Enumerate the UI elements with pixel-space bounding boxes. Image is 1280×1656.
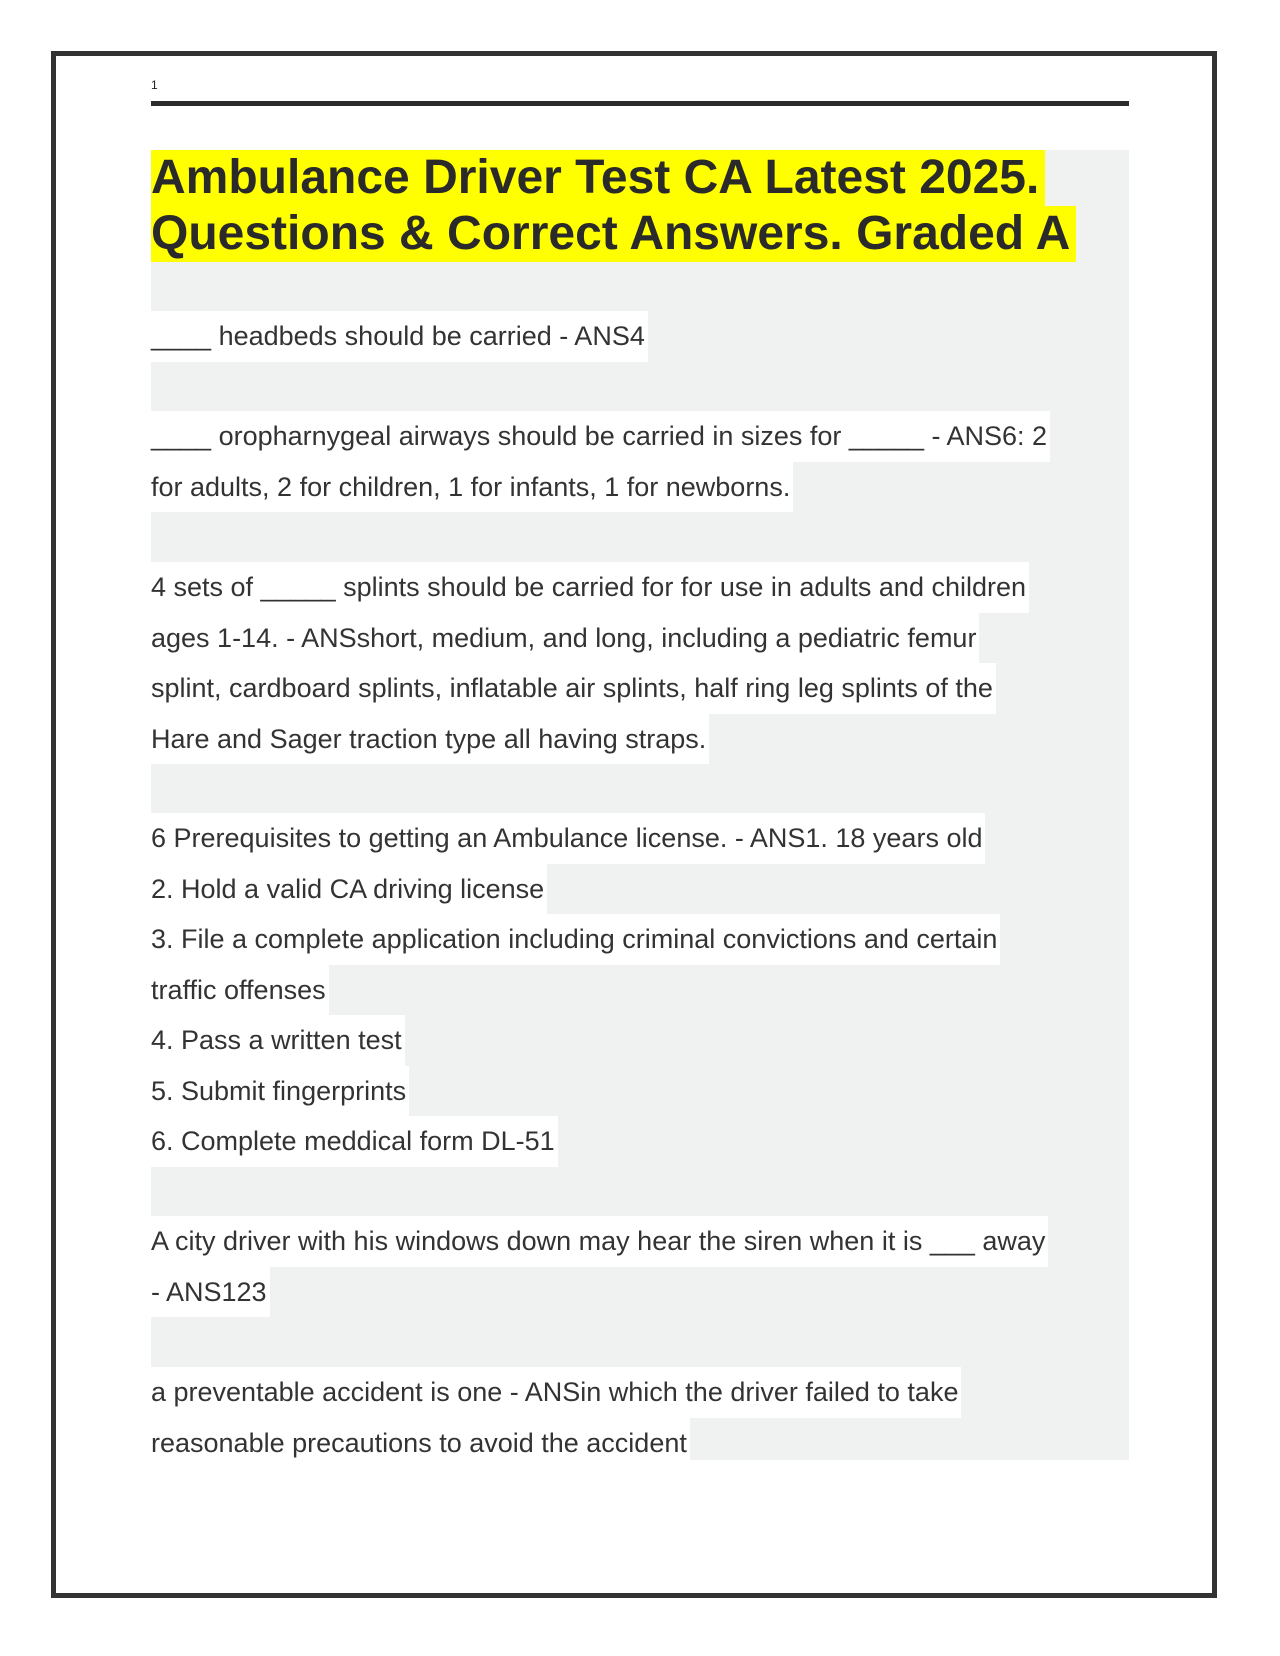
- page-number: 1: [151, 78, 158, 92]
- document-title: [151, 150, 1076, 262]
- qa-line: 2. Hold a valid CA driving license: [151, 864, 547, 915]
- qa-item: [151, 311, 1129, 362]
- qa-line: reasonable precautions to avoid the accident: [151, 1418, 690, 1469]
- qa-line: 3. File a complete application including criminal convictions and certain: [151, 914, 1000, 965]
- qa-line: 4. Pass a written test: [151, 1015, 405, 1066]
- qa-line: splint, cardboard splints, inflatable air splints, half ring leg splints of the: [151, 663, 996, 714]
- qa-line: A city driver with his windows down may hear the siren when it is ___ away: [151, 1216, 1048, 1267]
- title-line: Questions & Correct Answers. Graded A: [151, 206, 1076, 262]
- qa-line: a preventable accident is one - ANSin which the driver failed to take: [151, 1367, 961, 1418]
- qa-line: Hare and Sager traction type all having straps.: [151, 714, 709, 765]
- qa-item: [151, 1367, 1129, 1468]
- qa-item: [151, 562, 1129, 764]
- qa-line: for adults, 2 for children, 1 for infants, 1 for newborns.: [151, 462, 793, 513]
- header-rule: [151, 101, 1129, 106]
- qa-item: [151, 411, 1129, 512]
- title-line: Ambulance Driver Test CA Latest 2025.: [151, 150, 1045, 206]
- qa-line: ____ headbeds should be carried - ANS4: [151, 311, 648, 362]
- qa-line: ____ oropharnygeal airways should be carried in sizes for _____ - ANS6: 2: [151, 411, 1050, 462]
- qa-line: 6 Prerequisites to getting an Ambulance license. - ANS1. 18 years old: [151, 813, 985, 864]
- qa-line: 4 sets of _____ splints should be carried for for use in adults and children: [151, 562, 1029, 613]
- qa-line: - ANS123: [151, 1267, 270, 1318]
- qa-line: 5. Submit fingerprints: [151, 1066, 409, 1117]
- qa-line: ages 1-14. - ANSshort, medium, and long, including a pediatric femur: [151, 613, 979, 664]
- qa-item: [151, 1216, 1129, 1317]
- qa-item: [151, 813, 1129, 1167]
- qa-line: traffic offenses: [151, 965, 329, 1016]
- qa-line: 6. Complete meddical form DL-51: [151, 1116, 558, 1167]
